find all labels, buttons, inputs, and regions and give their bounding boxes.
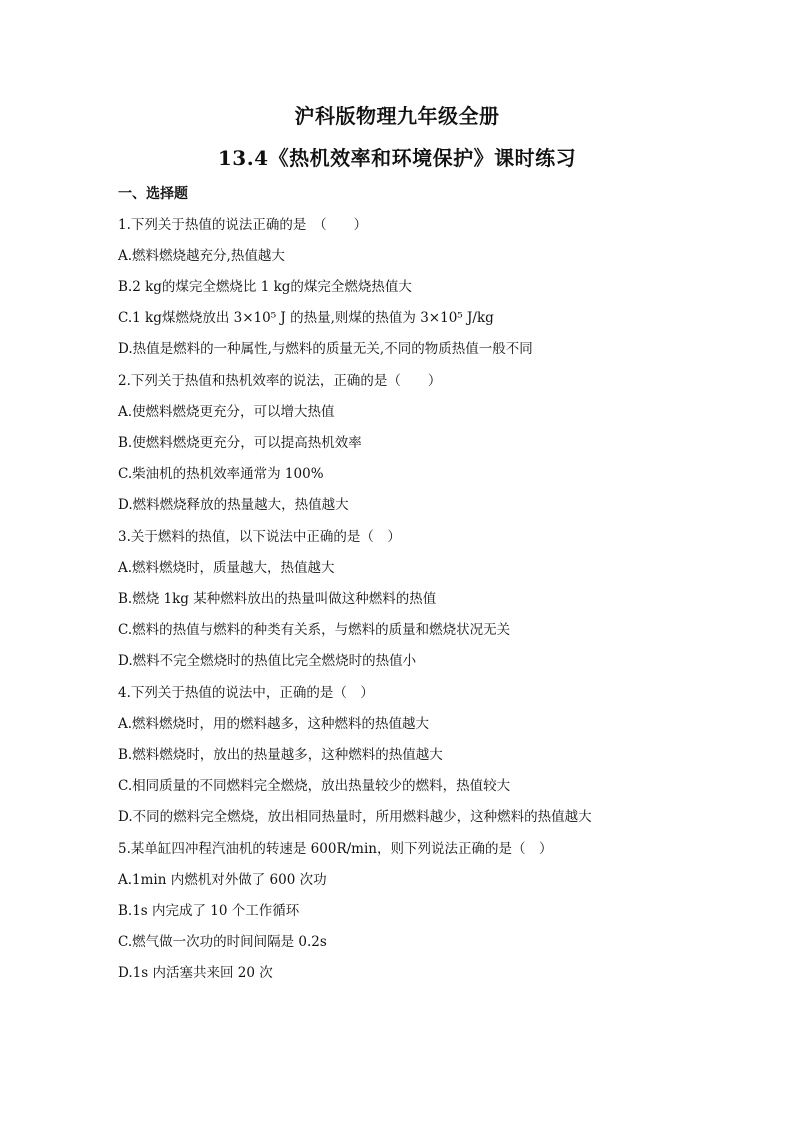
question-2-option-c: C.柴油机的热机效率通常为 100% bbox=[118, 466, 324, 482]
question-3-option-c: C.燃料的热值与燃料的种类有关系，与燃料的质量和燃烧状况无关 bbox=[118, 622, 511, 638]
question-1-option-d: D.热值是燃料的一种属性,与燃料的质量无关,不同的物质热值一般不同 bbox=[118, 341, 533, 357]
question-3-option-a: A.燃料燃烧时，质量越大，热值越大 bbox=[118, 560, 335, 576]
question-2-stem: 2.下列关于热值和热机效率的说法，正确的是（ ） bbox=[118, 373, 442, 389]
question-5-option-d: D.1s 内活塞共来回 20 次 bbox=[118, 965, 273, 981]
question-3-stem: 3.关于燃料的热值，以下说法中正确的是（ ） bbox=[118, 529, 401, 545]
section-heading: 一、选择题 bbox=[118, 186, 188, 202]
question-4-option-b: B.燃料燃烧时，放出的热量越多，这种燃料的热值越大 bbox=[118, 747, 443, 763]
question-5-option-c: C.燃气做一次功的时间间隔是 0.2s bbox=[118, 934, 327, 950]
question-1-option-a: A.燃料燃烧越充分,热值越大 bbox=[118, 248, 285, 264]
question-2-option-d: D.燃料燃烧释放的热量越大，热值越大 bbox=[118, 497, 349, 513]
question-4-stem: 4.下列关于热值的说法中，正确的是（ ） bbox=[118, 685, 374, 701]
question-4-option-d: D.不同的燃料完全燃烧，放出相同热量时，所用燃料越少，这种燃料的热值越大 bbox=[118, 809, 592, 825]
document-subtitle: 13.4《热机效率和环境保护》课时练习 bbox=[217, 146, 577, 170]
question-4-option-a: A.燃料燃烧时，用的燃料越多，这种燃料的热值越大 bbox=[118, 716, 430, 732]
question-3-option-d: D.燃料不完全燃烧时的热值比完全燃烧时的热值小 bbox=[118, 653, 417, 669]
question-5-stem: 5.某单缸四冲程汽油机的转速是 600R/min，则下列说法正确的是（ ） bbox=[118, 841, 553, 857]
question-5-option-b: B.1s 内完成了 10 个工作循环 bbox=[118, 903, 300, 919]
document-title: 沪科版物理九年级全册 bbox=[294, 104, 500, 128]
question-2-option-a: A.使燃料燃烧更充分，可以增大热值 bbox=[118, 404, 335, 420]
question-1-option-c: C.1 kg煤燃烧放出 3×10⁵ J 的热量,则煤的热值为 3×10⁵ J/kg bbox=[118, 310, 494, 326]
question-1-stem: 1.下列关于热值的说法正确的是 （ ） bbox=[118, 217, 368, 233]
question-5-option-a: A.1min 内燃机对外做了 600 次功 bbox=[118, 872, 327, 888]
question-2-option-b: B.使燃料燃烧更充分，可以提高热机效率 bbox=[118, 435, 362, 451]
question-4-option-c: C.相同质量的不同燃料完全燃烧，放出热量较少的燃料，热值较大 bbox=[118, 778, 511, 794]
question-1-option-b: B.2 kg的煤完全燃烧比 1 kg的煤完全燃烧热值大 bbox=[118, 279, 412, 295]
question-3-option-b: B.燃烧 1kg 某种燃料放出的热量叫做这种燃料的热值 bbox=[118, 591, 437, 607]
